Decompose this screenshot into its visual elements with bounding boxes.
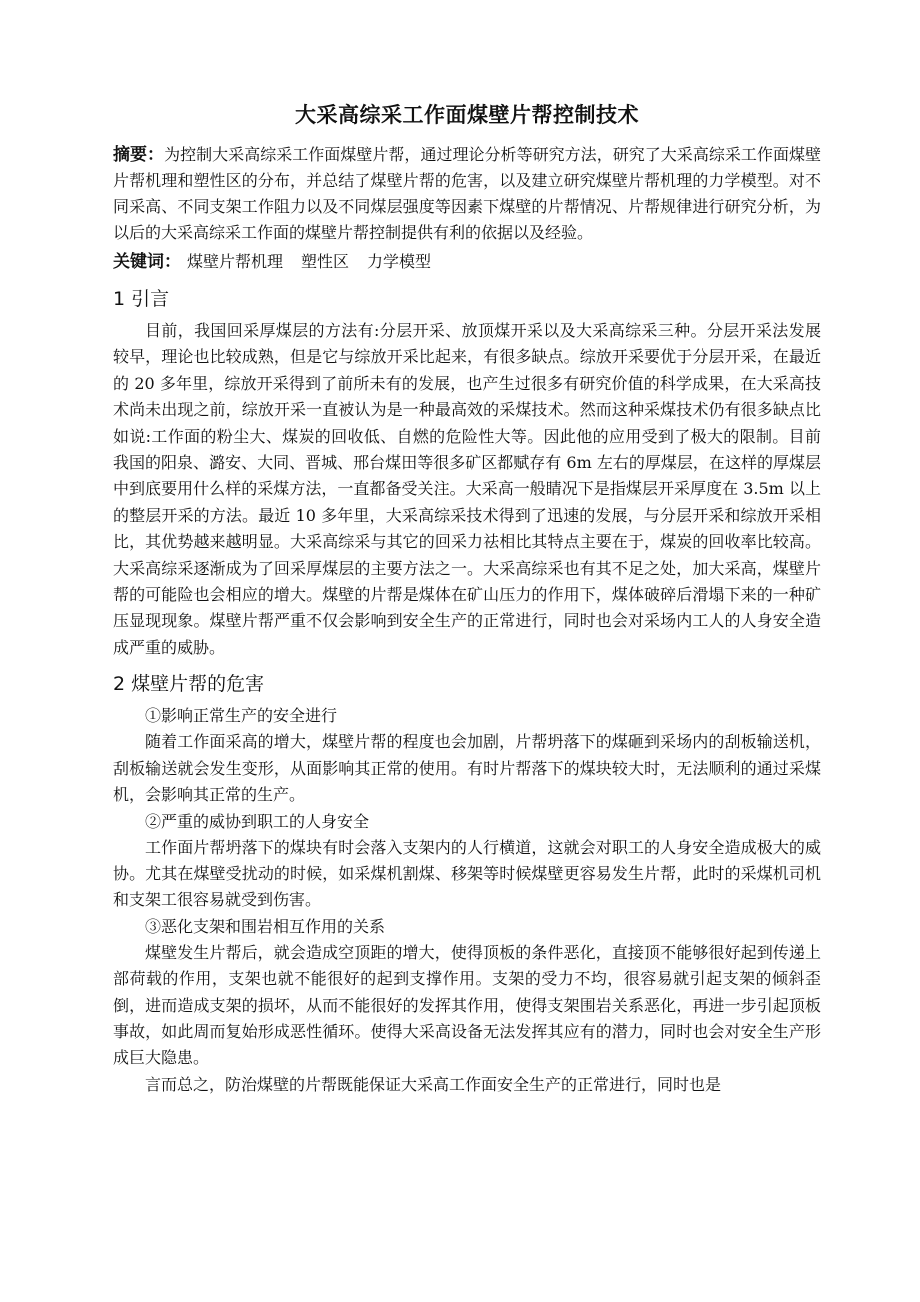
document-title: 大采高综采工作面煤壁片帮控制技术: [295, 103, 639, 127]
keyword-item: 力学模型: [367, 252, 432, 271]
hazard-item-label: ③恶化支架和围岩相互作用的关系: [145, 916, 386, 936]
closing-paragraph: 言而总之，防治煤壁的片帮既能保证大采高工作面安全生产的正常进行，同时也是: [145, 1074, 722, 1094]
document-content: [113, 100, 821, 1098]
abstract-text: 为控制大采高综采工作面煤壁片帮，通过理论分析等研究方法，研究了大采高综采工作面煤壁片帮机理和塑性区的分布，并总结了煤壁片帮的危害，以及建立研究煤壁片帮机理的力学模型。对不同采高、不同支架工作阻力以及不同煤层强度等因素下煤壁的片帮情况、片帮规律进行研究分析，为以后的大采高综采工作面的煤壁片帮控制提供有利的依据以及经验。: [113, 145, 821, 242]
hazard-item-text: 随着工作面采高的增大，煤壁片帮的程度也会加剧，片帮坍落下的煤砸到采场内的刮板输送机，刮板输送就会发生变形，从面影响其正常的使用。有时片帮落下的煤块较大时，无法顺利的通过采煤机，会影响其正常的生产。: [113, 732, 821, 805]
hazard-item-label: ①影响正常生产的安全进行: [145, 706, 338, 726]
hazard-item-text: 工作面片帮坍落下的煤块有时会落入支架内的人行横道，这就会对职工的人身安全造成极大的威协。尤其在煤壁受扰动的时候，如采煤机割煤、移架等时候煤壁更容易发生片帮，此时的采煤机司机和支架工很容易就受到伤害。: [113, 837, 821, 910]
keyword-item: 塑性区: [301, 252, 350, 271]
keywords: [113, 248, 821, 276]
introduction-paragraph: 目前，我国回采厚煤层的方法有:分层开采、放顶煤开采以及大采高综采三种。分层开采法发展较早，理论也比较成熟，但是它与综放开采比起来，有很多缺点。综放开采要优于分层开采，在最近的 20 多年里，综放开采得到了前所未有的发展，也产生过很多有研究价值的科学成果，在大采高技术尚未出现之前，综放开采一直被认为是一种最高效的采煤技术。然而这种采煤技术仍有很多缺点比如说:工作面的粉尘大、煤炭的回收低、自燃的危险性大等。因此他的应用受到了极大的限制。目前我国的阳泉、潞安、大同、晋城、邢台煤田等很多矿区都赋存有 6m 左右的厚煤层，在这样的厚煤层中到底要用什么样的采煤方法，一直都备受关注。大采高一般睛况下是指煤层开采厚度在 3.5m 以上的整层开采的方法。最近 10 多年里，大采高综采技术得到了迅速的发展，与分层开采和综放开采相比，其优势越来越明显。大采高综采与其它的回采力祛相比其特点主要在于，煤炭的回收率比较高。大采高综采逐渐成为了回采厚煤层的主要方法之一。大采高综采也有其不足之处，加大采高，煤壁片帮的可能险也会相应的增大。煤壁的片帮是煤体在矿山压力的作用下，煤体破碎后滑塌下来的一种矿压显现现象。煤壁片帮严重不仅会影响到安全生产的正常进行，同时也会对采场内工人的人身安全造成严重的威胁。: [113, 321, 821, 657]
hazard-item-label: ②严重的威协到职工的人身安全: [145, 811, 370, 831]
abstract-label: 摘要：: [113, 145, 165, 165]
keyword-item: 煤壁片帮机理: [187, 252, 284, 271]
section-heading-hazards: 2 煤壁片帮的危害: [113, 673, 265, 696]
section-heading-introduction: 1 引言: [113, 288, 170, 310]
abstract: [113, 142, 821, 246]
keywords-label: 关键词：: [113, 252, 181, 272]
hazard-item-text: 煤壁发生片帮后，就会造成空顶距的增大，使得顶板的条件恶化，直接顶不能够很好起到传递上部荷载的作用，支架也就不能很好的起到支撑作用。支架的受力不均，很容易就引起支架的倾斜歪倒，进而造成支架的损坏，从而不能很好的发挥其作用，使得支架围岩关系恶化，再进一步引起顶板事故，如此周而复始形成恶性循环。使得大采高设备无法发挥其应有的潜力，同时也会对安全生产形成巨大隐患。: [113, 942, 821, 1068]
